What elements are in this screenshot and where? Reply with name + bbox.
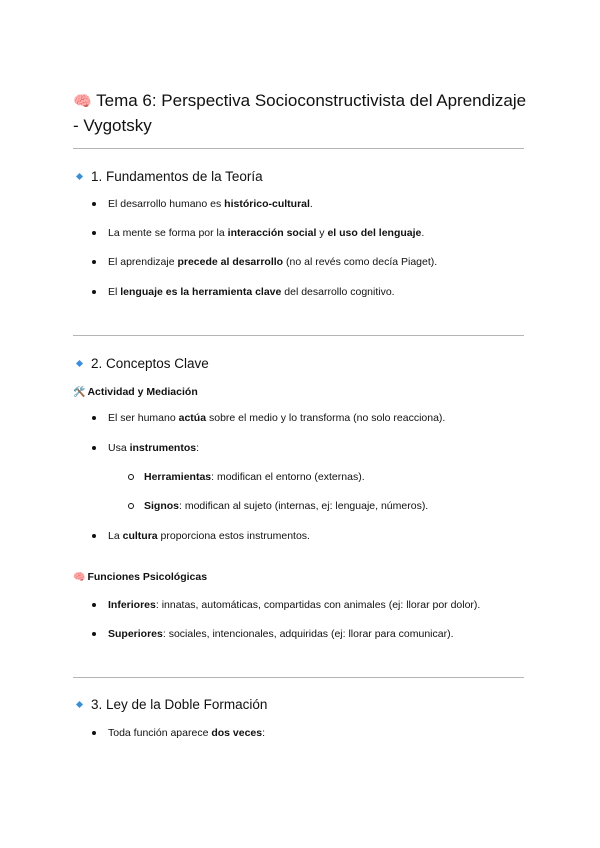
divider — [73, 148, 524, 149]
list-item: El aprendizaje precede al desarrollo (no al revés como decía Piaget). — [108, 256, 438, 268]
divider — [73, 335, 524, 336]
subsection-heading-funciones: 🧠 Funciones Psicológicas — [73, 571, 208, 583]
list-item: La cultura proporciona estos instrumentos. — [108, 530, 310, 542]
diamond-bullet-icon — [76, 701, 83, 708]
subsection-heading-actividad: 🛠️ Actividad y Mediación — [73, 386, 198, 398]
list-item: Toda función aparece dos veces: — [108, 727, 266, 739]
page-title-text: Tema 6: Perspectiva Socioconstructivista del Aprendizaje - Vygotsky — [73, 91, 527, 135]
diamond-bullet-icon — [76, 360, 83, 367]
sub-list-item: Herramientas: modifican el entorno (externas). — [144, 471, 365, 483]
page-title — [73, 89, 533, 138]
list-item: El ser humano actúa sobre el medio y lo transforma (no solo reacciona). — [108, 412, 446, 424]
diamond-bullet-icon — [76, 173, 83, 180]
list-item: Inferiores: innatas, automáticas, compartidas con animales (ej: llorar por dolor). — [108, 599, 481, 611]
sub-list-item: Signos: modifican al sujeto (internas, ej: lenguaje, números). — [144, 500, 429, 512]
list-item: El lenguaje es la herramienta clave del desarrollo cognitivo. — [108, 286, 395, 298]
list-item: Superiores: sociales, intencionales, adquiridas (ej: llorar para comunicar). — [108, 628, 454, 640]
brain-icon: 🧠 — [73, 93, 92, 110]
divider — [73, 677, 524, 678]
list-item: Usa instrumentos: — [108, 442, 200, 454]
tools-icon: 🛠️ — [73, 387, 86, 398]
list-item: La mente se forma por la interacción social y el uso del lenguaje. — [108, 227, 425, 239]
section-heading-fundamentos: 1. Fundamentos de la Teoría — [75, 168, 263, 186]
list-item: El desarrollo humano es histórico-cultural. — [108, 198, 313, 210]
section-heading-ley: 3. Ley de la Doble Formación — [75, 696, 267, 714]
section-heading-conceptos: 2. Conceptos Clave — [75, 355, 209, 373]
brain-icon: 🧠 — [73, 572, 86, 583]
